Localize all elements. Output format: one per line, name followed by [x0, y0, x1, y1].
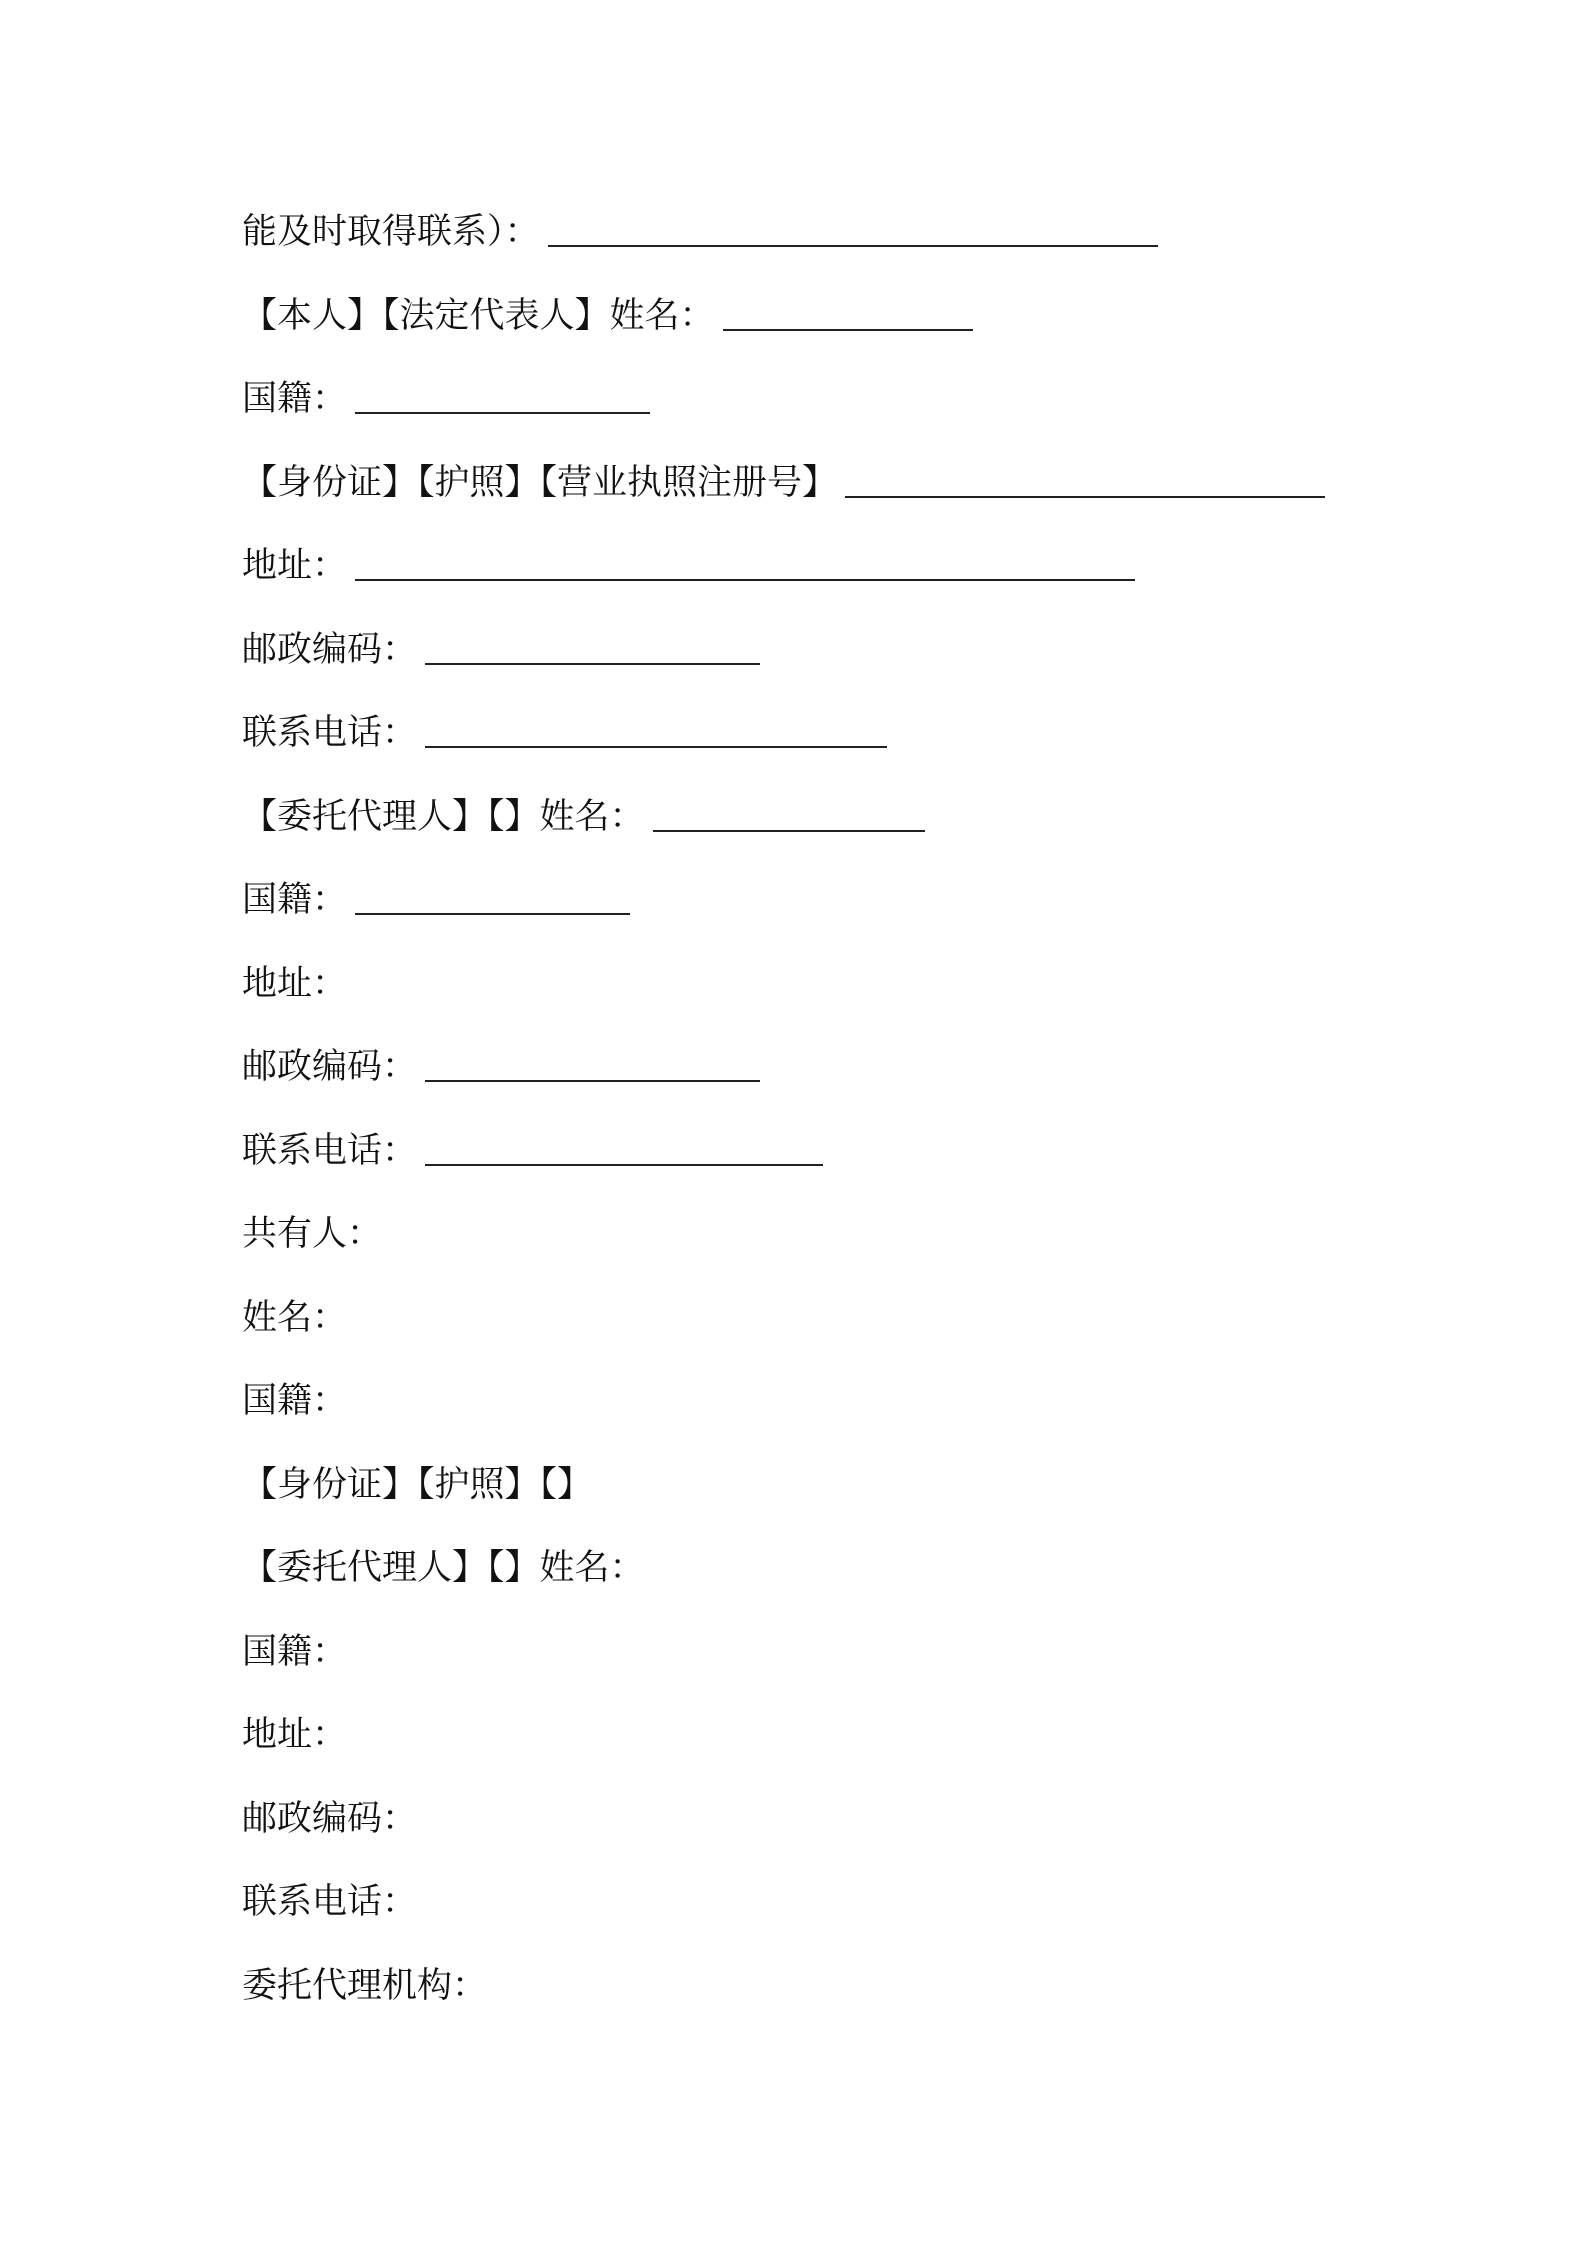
fill-blank[interactable] [548, 205, 1158, 247]
co-owner-agent-name-line [242, 1541, 1392, 1625]
fill-blank[interactable] [653, 790, 925, 832]
line-label: 联系电话： [242, 713, 418, 753]
agent-nationality-line [242, 873, 1392, 957]
line-label: 联系电话： [242, 1130, 418, 1171]
line-label: 邮政编码： [242, 629, 418, 670]
line-label: 国籍： [242, 1381, 348, 1421]
line-label: 姓名： [242, 1297, 348, 1338]
co-owner-agent-phone-line [242, 1875, 1392, 1959]
line-label: 【本人】【法定代表人】姓名： [242, 295, 715, 336]
line-label: 国籍： [242, 379, 348, 419]
line-label: 联系电话： [242, 1882, 418, 1922]
line-label: 地址： [242, 546, 348, 586]
fill-blank[interactable] [425, 623, 760, 665]
party-postcode-line [242, 623, 1392, 707]
fill-blank[interactable] [425, 1124, 823, 1166]
line-label: 共有人： [242, 1214, 383, 1254]
fill-blank[interactable] [723, 289, 973, 331]
party-id-line [242, 456, 1392, 540]
co-owner-name-line [242, 1291, 1392, 1375]
line-label: 邮政编码： [242, 1047, 418, 1087]
co-owner-agent-postcode-line [242, 1792, 1392, 1876]
party-phone-line [242, 706, 1392, 790]
line-label: 能及时取得联系）： [242, 212, 540, 252]
agent-address-line [242, 957, 1392, 1041]
fill-blank[interactable] [355, 372, 650, 414]
co-owner-id-line [242, 1458, 1392, 1542]
line-label: 【委托代理人】【】姓名： [242, 796, 645, 837]
line-label: 【身份证】【护照】【营业执照注册号】 [242, 462, 838, 503]
contract-party-form [242, 205, 1392, 2042]
agency-line [242, 1959, 1392, 2043]
agent-postcode-line [242, 1040, 1392, 1124]
contact-note-line [242, 205, 1392, 289]
agent-name-line [242, 790, 1392, 874]
party-nationality-line [242, 372, 1392, 456]
co-owner-agent-address-line [242, 1708, 1392, 1792]
fill-blank[interactable] [845, 456, 1325, 498]
co-owner-agent-nationality-line [242, 1625, 1392, 1709]
party-address-line [242, 539, 1392, 623]
line-label: 国籍： [242, 1631, 348, 1672]
co-owner-heading-line [242, 1207, 1392, 1291]
line-label: 委托代理机构： [242, 1965, 488, 2006]
line-label: 邮政编码： [242, 1798, 418, 1839]
agent-phone-line [242, 1124, 1392, 1208]
co-owner-nationality-line [242, 1374, 1392, 1458]
line-label: 国籍： [242, 880, 348, 920]
fill-blank[interactable] [355, 873, 630, 915]
fill-blank[interactable] [425, 1040, 760, 1082]
line-label: 【身份证】【护照】【】 [242, 1464, 593, 1505]
fill-blank[interactable] [355, 539, 1135, 581]
party-name-line [242, 289, 1392, 373]
line-label: 【委托代理人】【】姓名： [242, 1548, 645, 1588]
line-label: 地址： [242, 963, 348, 1004]
line-label: 地址： [242, 1715, 348, 1755]
fill-blank[interactable] [425, 706, 887, 748]
